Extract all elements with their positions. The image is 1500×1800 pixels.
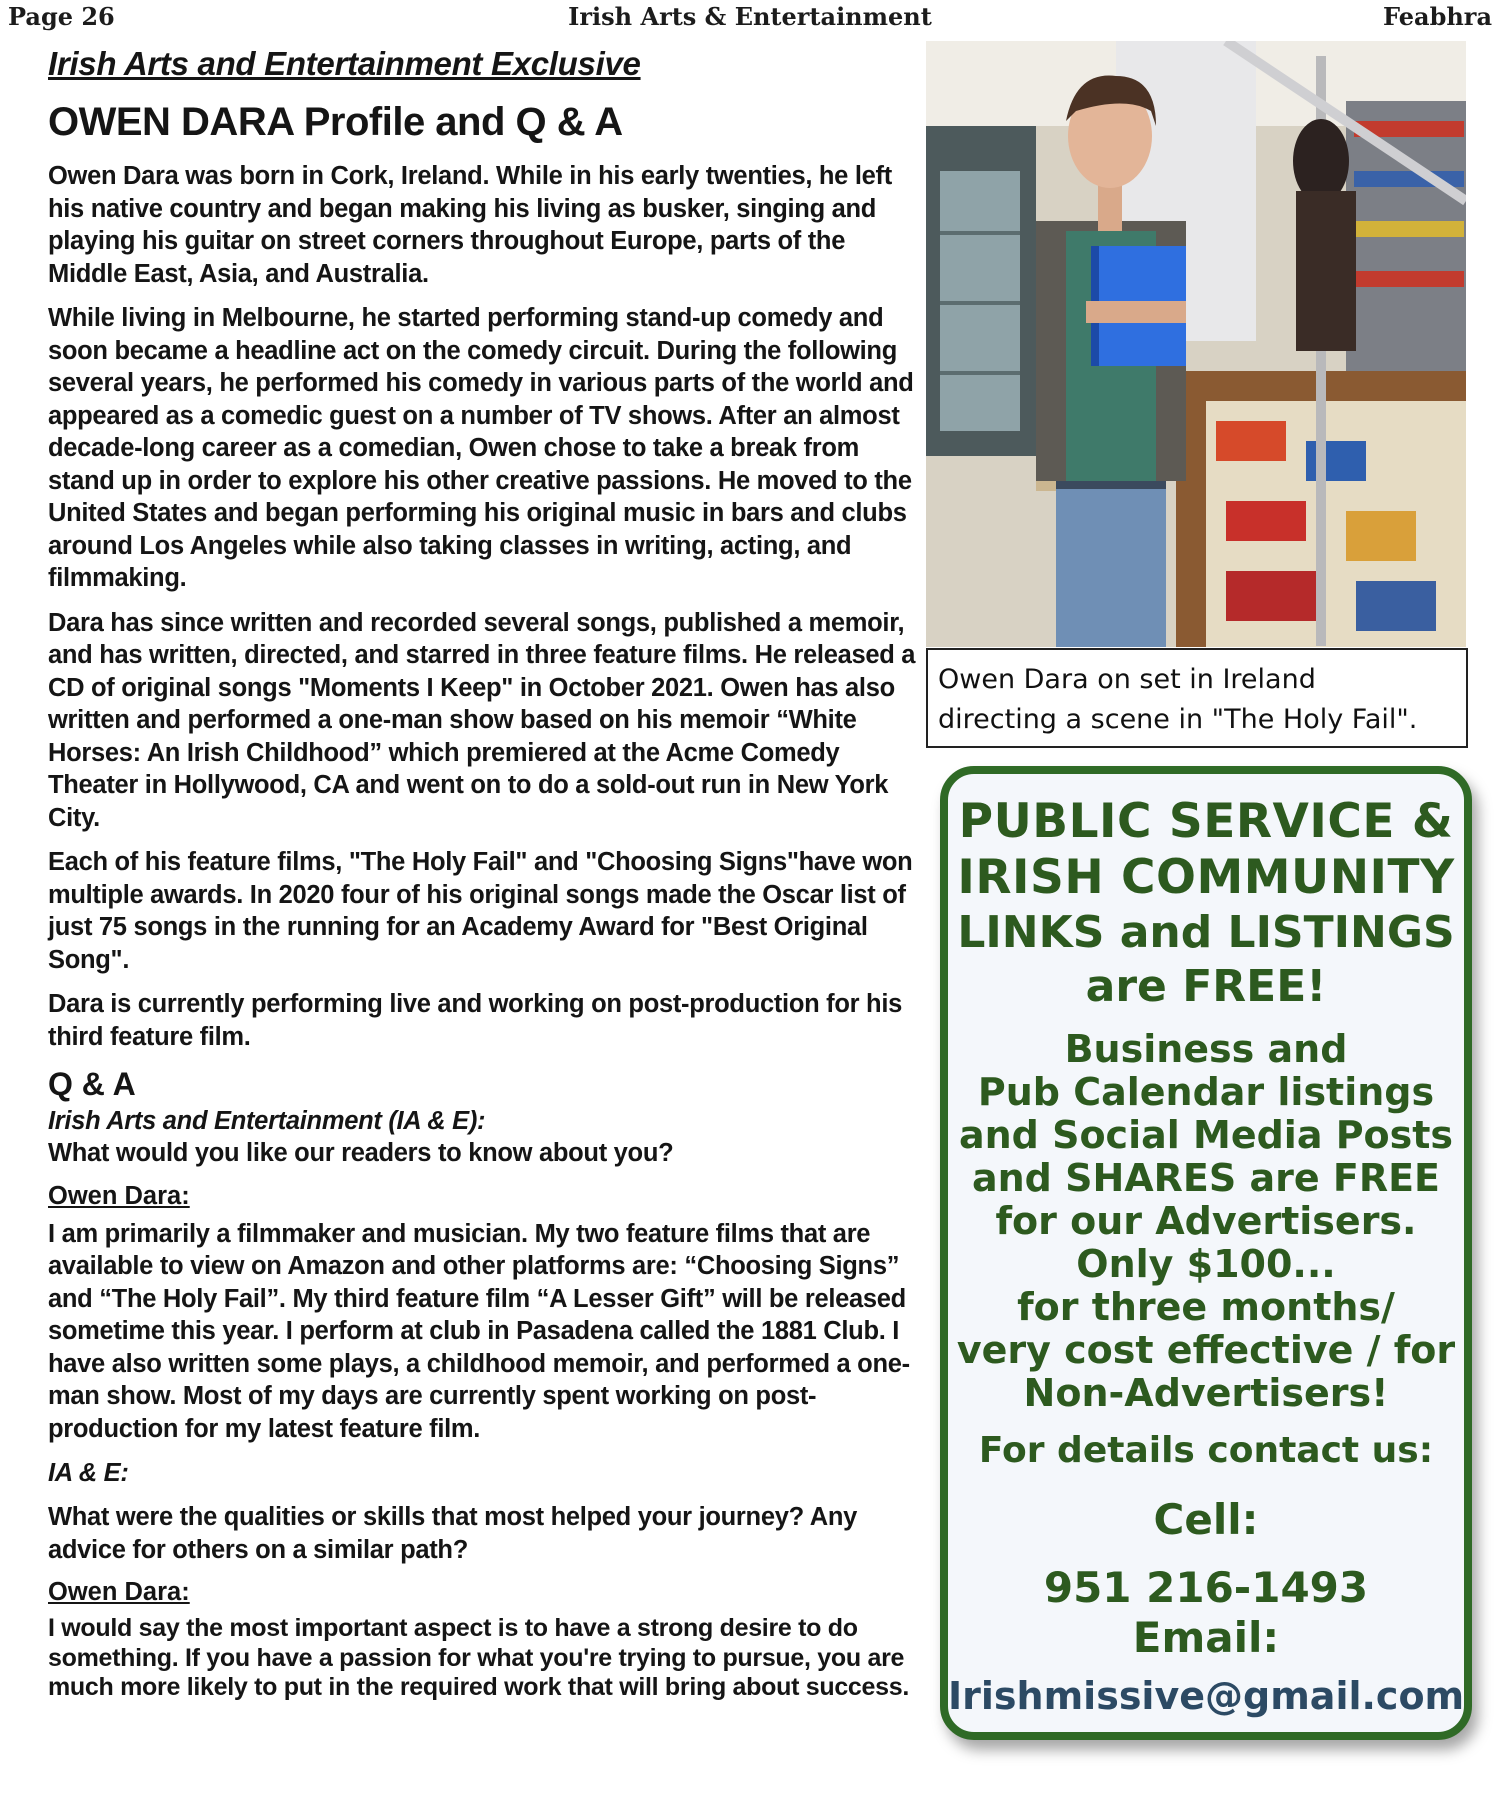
ad-phone-number[interactable]: 951 216-1493 (1043, 1563, 1369, 1612)
ad-body-line: for three months/ (1017, 1285, 1395, 1329)
ad-body-line: and Social Media Posts (958, 1113, 1454, 1157)
ad-body-line: Only $100... (1076, 1242, 1336, 1286)
article-headline: OWEN DARA Profile and Q & A (48, 100, 623, 144)
question-2: What were the qualities or skills that most helped your journey? Any advice for others on a similar path? (48, 1503, 857, 1564)
ad-body-line: and SHARES are FREE (971, 1156, 1441, 1200)
answer-2: I would say the most important aspect is to have a strong desire to do something. If you have a passion for what you're trying to pursue, you are much more likely to put in the required work that will bring about success. (48, 1614, 909, 1701)
page-number: Page 26 (8, 2, 115, 31)
bio-paragraph: Dara has since written and recorded several songs, published a memoir, and has written, directed, and starred in three feature films. He released a CD of original songs "Moments I Keep" in October 2021. Owen has also written and performed a one-man show based on his memoir “White Horses: An Irish Childhood” which premiered at the Acme Comedy Theater in Hollywood, CA and went on to do a sold-out run in New York City. (48, 608, 916, 832)
answer-1: I am primarily a filmmaker and musician. My two feature films that are available to view on Amazon and other platforms are: “Choosing Signs” and “The Holy Fail”. My third feature film “A Lesser Gift” will be released sometime this year. I perform at club in Pasadena called the 1881 Club. I have also written some plays, a childhood memoir, and performed a one-man show. Most of my days are currently spent working on post-production for my latest feature film. (48, 1219, 910, 1443)
bio-paragraph: Dara is currently performing live and working on post-production for his third feature film. (48, 990, 902, 1051)
masthead (0, 0, 1500, 34)
ad-body-line: Non-Advertisers! (1023, 1371, 1389, 1415)
publication-name: Irish Arts & Entertainment (568, 2, 932, 31)
article-column (48, 44, 928, 1703)
caption-line: Owen Dara on set in Ireland (938, 664, 1316, 695)
bio-paragraph: Each of his feature films, "The Holy Fail" and "Choosing Signs"have won multiple awards. In 2020 four of his original songs made the Oscar list of just 75 songs in the running for an Academy Award for "Best Original Song". (48, 848, 913, 974)
bio-paragraph: While living in Melbourne, he started performing stand-up comedy and soon became a headline act on the comedy circuit. During the following several years, he performed his comedy in various parts of the world and appeared as a comedic guest on a number of TV shows. After an almost decade-long career as a comedian, Owen chose to take a break from stand up in order to explore his other creative passions. He moved to the United States and began performing his original music in bars and clubs around Los Angeles while also taking classes in writing, acting, and filmmaking. (48, 304, 914, 592)
ad-title: are FREE! (1085, 961, 1327, 1012)
article-kicker: Irish Arts and Entertainment Exclusive (48, 45, 641, 82)
ad-title: PUBLIC SERVICE & (958, 794, 1454, 849)
ad-cell-label: Cell: (1153, 1495, 1259, 1544)
ad-email-link[interactable]: Irishmissive@gmail.com (948, 1674, 1465, 1718)
ad-title: LINKS and LISTINGS (957, 907, 1455, 958)
interviewee-label: Owen Dara: (48, 1181, 190, 1210)
article-photo (926, 41, 1466, 647)
interviewer-label: Irish Arts and Entertainment (IA & E): (48, 1107, 486, 1135)
public-service-ad (940, 766, 1472, 1740)
bio-paragraph: Owen Dara was born in Cork, Ireland. While in his early twenties, he left his native country and began making his living as busker, singing and playing his guitar on street corners throughout Europe, parts of the Middle East, Asia, and Australia. (48, 162, 892, 288)
ad-body-line: for our Advertisers. (995, 1199, 1417, 1243)
ad-title: IRISH COMMUNITY (957, 850, 1455, 905)
qa-heading: Q & A (48, 1066, 136, 1102)
interviewee-label: Owen Dara: (48, 1578, 190, 1606)
ad-body-line: Pub Calendar listings (977, 1070, 1435, 1114)
ad-body-line: very cost effective / for (956, 1328, 1456, 1372)
ad-email-label: Email: (1132, 1613, 1280, 1662)
question-1: What would you like our readers to know about you? (48, 1139, 674, 1167)
interviewer-label: IA & E: (48, 1459, 129, 1487)
issue-month: Feabhra (1383, 2, 1492, 31)
ad-body-line: Business and (1064, 1027, 1348, 1071)
ad-contact-label: For details contact us: (978, 1430, 1434, 1471)
caption-line: directing a scene in "The Holy Fail". (938, 704, 1418, 735)
photo-caption (926, 648, 1468, 748)
